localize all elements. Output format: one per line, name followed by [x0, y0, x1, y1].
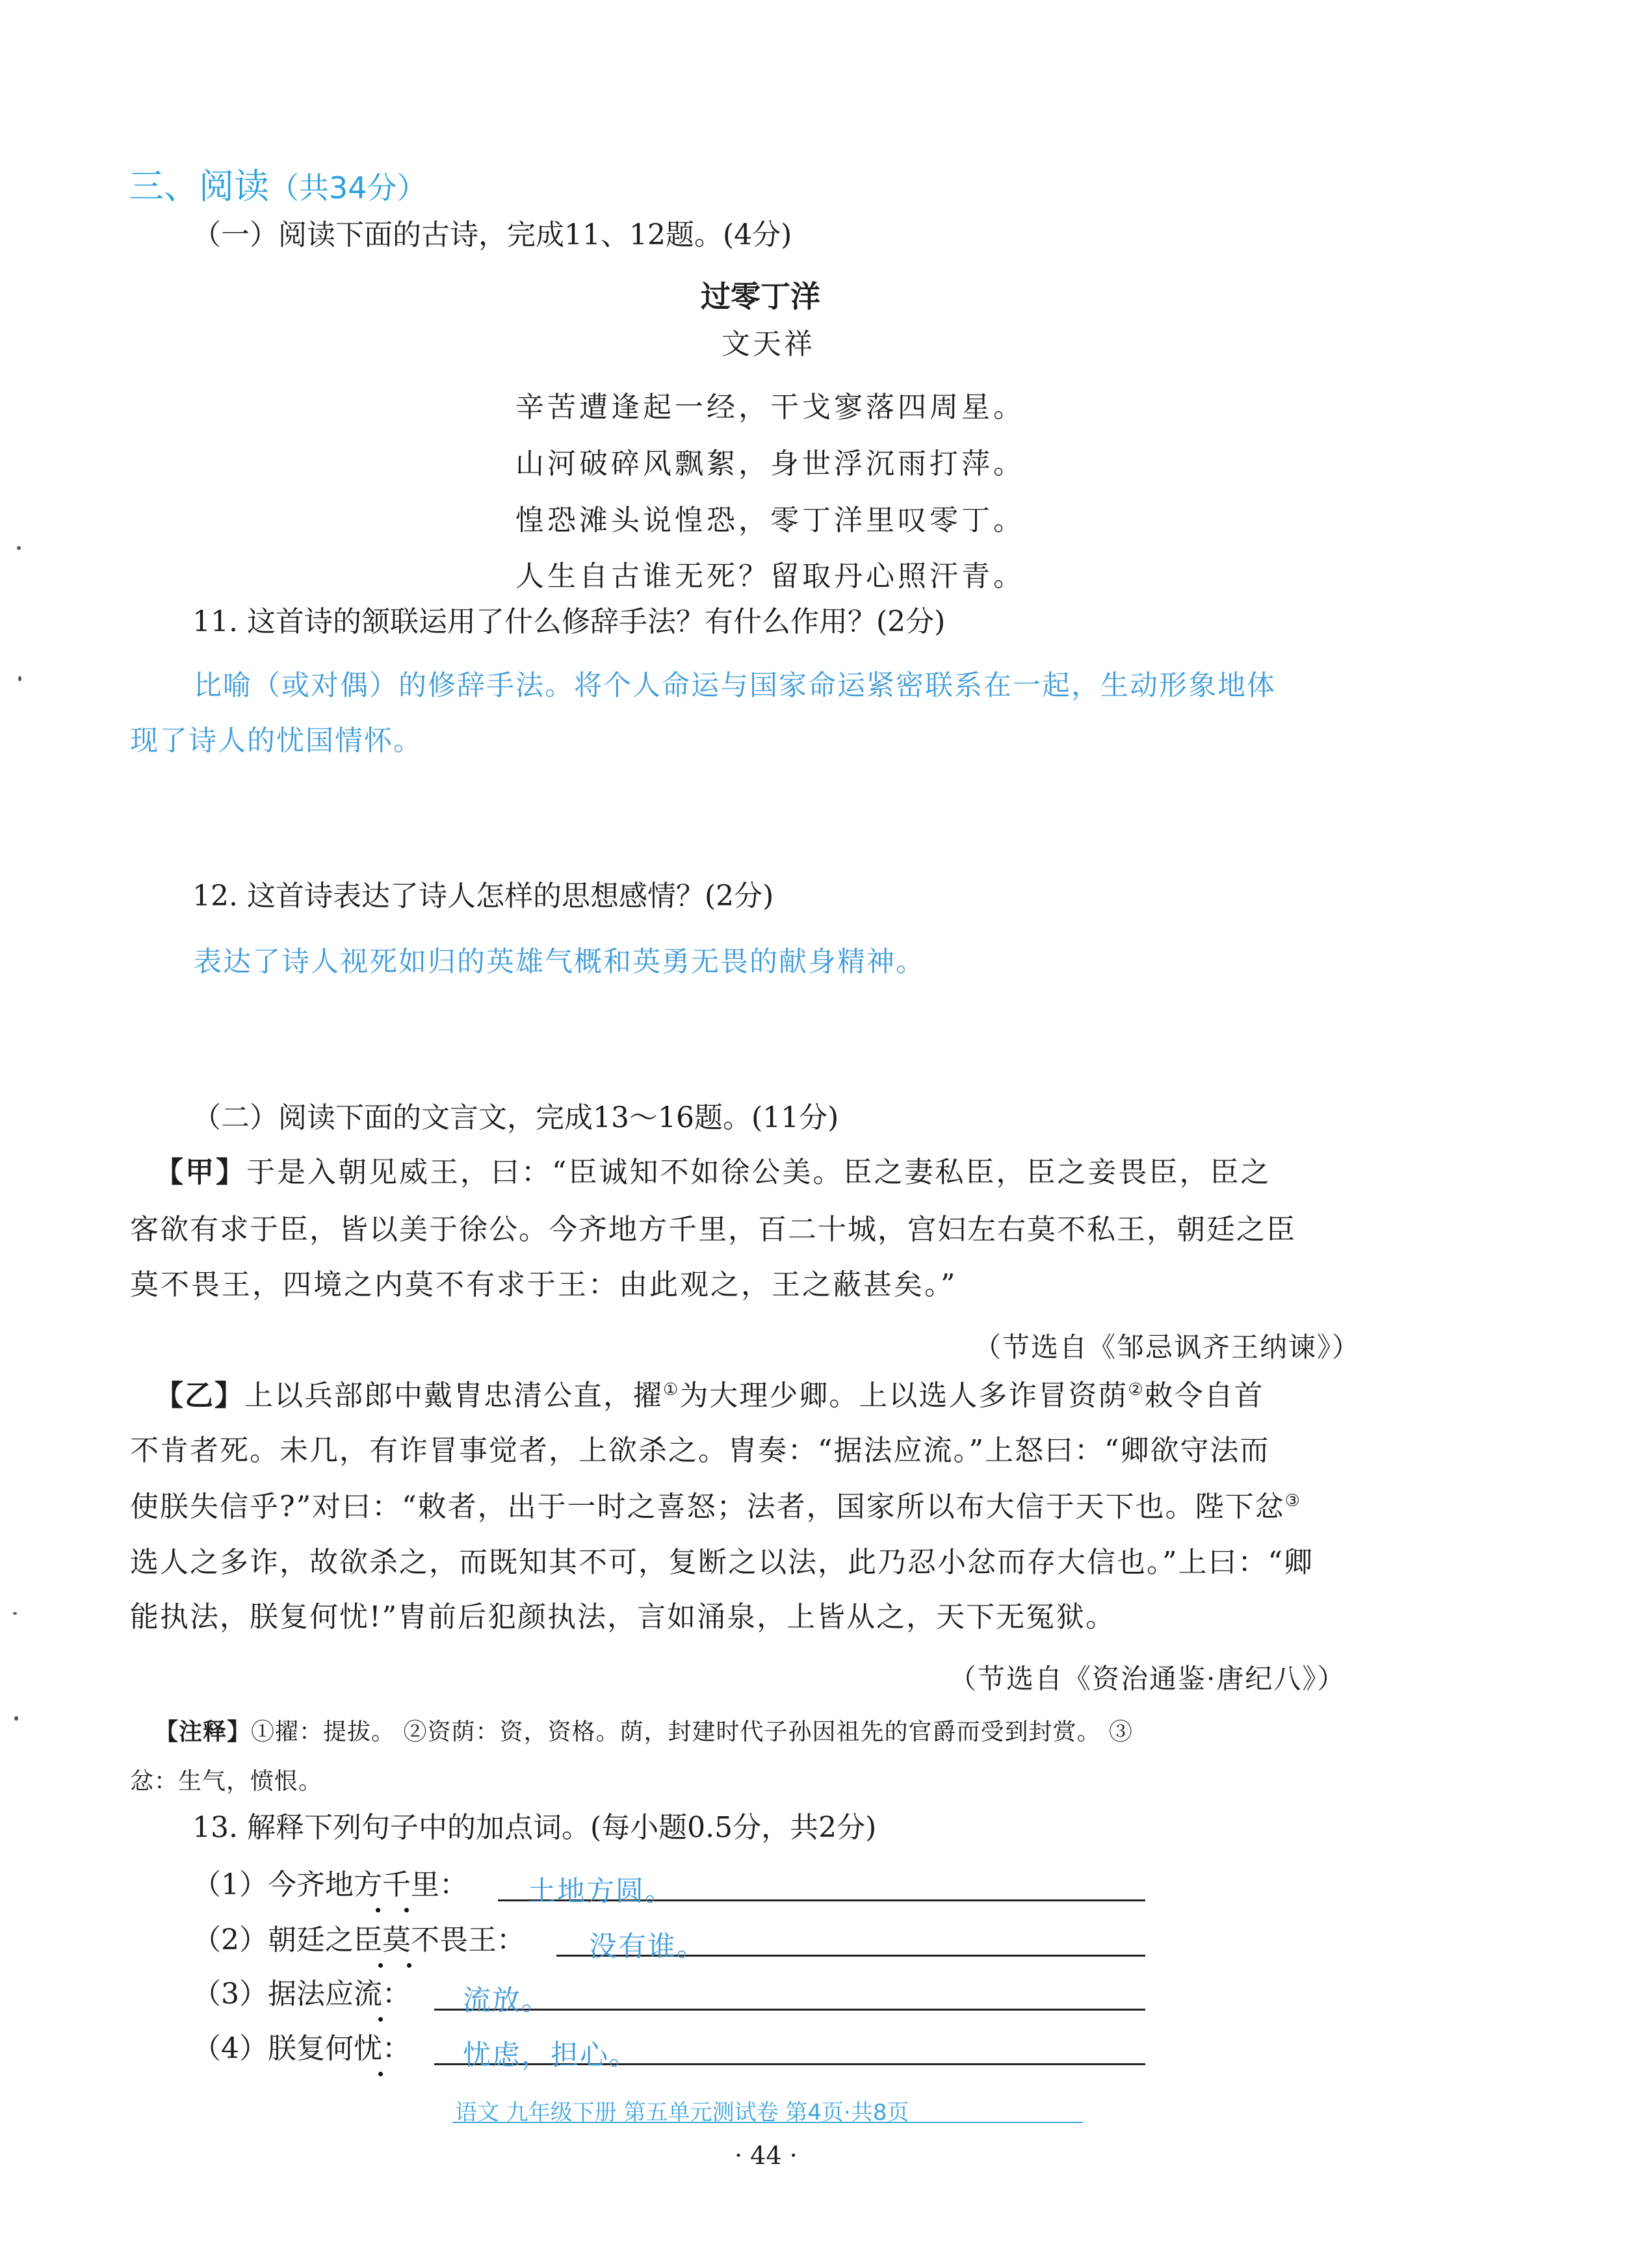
- footnote-marker: ①: [663, 1380, 680, 1400]
- q13-item-answer: 没有谁。: [589, 1931, 706, 1963]
- emphasis-dot: [404, 1908, 409, 1912]
- poem-line: 人生自古谁无死？留取丹心照汗青。: [515, 560, 1025, 593]
- part1-heading: （一）阅读下面的古诗，完成11、12题。(4分): [192, 218, 792, 252]
- section-title-text: 三、阅读: [129, 166, 269, 207]
- section-title: [129, 159, 427, 209]
- passage-yi-line: 能执法，朕复何忧!”胄前后犯颜执法，言如涌泉，上皆从之，天下无冤狱。: [130, 1600, 1116, 1634]
- page-number: · 44 ·: [734, 2141, 798, 2170]
- footnote-marker: ③: [1284, 1491, 1301, 1511]
- scan-speck: [18, 676, 21, 681]
- passage-jia-source: （节选自《邹忌讽齐王纳谏》）: [974, 1331, 1361, 1363]
- q13-item-label: （2）朝廷之臣莫不畏王：: [192, 1923, 525, 1957]
- q13-item-label: （4）朕复何忧：: [192, 2032, 411, 2065]
- passage-jia-tag: 【甲】: [155, 1156, 246, 1189]
- passage-jia-line: 客欲有求于臣，皆以美于徐公。今齐地方千里，百二十城，宫妇左右莫不私王，朝廷之臣: [130, 1213, 1296, 1246]
- notes-text: ①擢：提拔。 ②资荫：资，资格。荫，封建时代子孙因祖先的官爵而受到封赏。 ③: [251, 1719, 1133, 1745]
- q13-item-label: （3）据法应流：: [192, 1977, 411, 2011]
- passage-yi-text: 使朕失信乎?”对曰：“敕者，出于一时之喜怒；法者，国家所以布大信于天下也。陛下忿: [130, 1490, 1285, 1524]
- q13-item-label: （1）今齐地方千里：: [192, 1868, 468, 1901]
- q13-item-answer: 流放。: [463, 1985, 551, 2017]
- passage-yi-line: [130, 1492, 1301, 1522]
- q13-item-answer: 土地方圆。: [528, 1875, 674, 1908]
- poem-line: 惶恐滩头说惶恐，零丁洋里叹零丁。: [515, 504, 1025, 537]
- section-points: （共34分）: [269, 170, 427, 205]
- passage-jia-line: [155, 1158, 1271, 1187]
- notes-label: 【注释】: [155, 1719, 252, 1745]
- poem-line: 辛苦遭逢起一经，干戈寥落四周星。: [515, 391, 1025, 424]
- q13-item-answer: 忧虑，担心。: [463, 2039, 638, 2072]
- notes-line: 忿：生气，愤恨。: [130, 1768, 323, 1795]
- emphasis-dot: [378, 2072, 383, 2076]
- scan-speck: [17, 546, 21, 550]
- scan-speck: [13, 1612, 17, 1615]
- passage-yi-line: [155, 1381, 1264, 1411]
- emphasis-dot: [378, 2017, 383, 2022]
- passage-yi-text: 上以兵部郎中戴胄忠清公直，擢: [244, 1379, 663, 1413]
- question-12: 12. 这首诗表达了诗人怎样的思想感情？(2分): [192, 880, 774, 913]
- poem-line: 山河破碎风飘絮，身世浮沉雨打萍。: [515, 447, 1025, 480]
- footnote-marker: ②: [1128, 1380, 1145, 1400]
- passage-yi-text: 为大理少卿。上以选人多诈冒资荫: [679, 1379, 1128, 1413]
- question-11: 11. 这首诗的颔联运用了什么修辞手法？有什么作用？(2分): [192, 605, 946, 638]
- passage-yi-line: 选人之多诈，故欲杀之，而既知其不可，复断之以法，此乃忍小忿而存大信也。”上曰：“卿: [130, 1546, 1314, 1579]
- footer-underline: [452, 2122, 1083, 2123]
- passage-yi-tag: 【乙】: [155, 1379, 244, 1413]
- passage-yi-source: （节选自《资治通鉴·唐纪八》）: [949, 1663, 1346, 1695]
- footer-text: 语文 九年级下册 第五单元测试卷 第4页·共8页: [455, 2100, 909, 2126]
- poem-author: 文天祥: [722, 328, 815, 361]
- answer-11-line: 现了诗人的忧国情怀。: [130, 725, 422, 757]
- question-13: 13. 解释下列句子中的加点词。(每小题0.5分，共2分): [192, 1811, 877, 1844]
- part2-heading: （二）阅读下面的文言文，完成13～16题。(11分): [192, 1101, 839, 1134]
- passage-jia-line: 莫不畏王，四境之内莫不有求于王：由此观之，王之蔽甚矣。”: [130, 1268, 957, 1301]
- emphasis-dot: [407, 1963, 411, 1968]
- emphasis-dot: [376, 1908, 380, 1912]
- passage-yi-line: 不肯者死。未几，有诈冒事觉者，上欲杀之。胄奏：“据法应流。”上怒曰：“卿欲守法而: [130, 1434, 1270, 1467]
- poem-title: 过零丁洋: [701, 279, 820, 314]
- passage-jia-text: 于是入朝见威王，曰：“臣诚知不如徐公美。臣之妻私臣，臣之妾畏臣，臣之: [246, 1156, 1271, 1189]
- answer-12: 表达了诗人视死如归的英雄气概和英勇无畏的献身精神。: [194, 946, 925, 978]
- scan-speck: [14, 1716, 18, 1721]
- notes-line: [155, 1714, 1133, 1747]
- answer-11-line: 比喻（或对偶）的修辞手法。将个人命运与国家命运紧密联系在一起，生动形象地体: [194, 670, 1276, 702]
- passage-yi-text: 敕令自首: [1144, 1379, 1264, 1413]
- emphasis-dot: [378, 1963, 383, 1968]
